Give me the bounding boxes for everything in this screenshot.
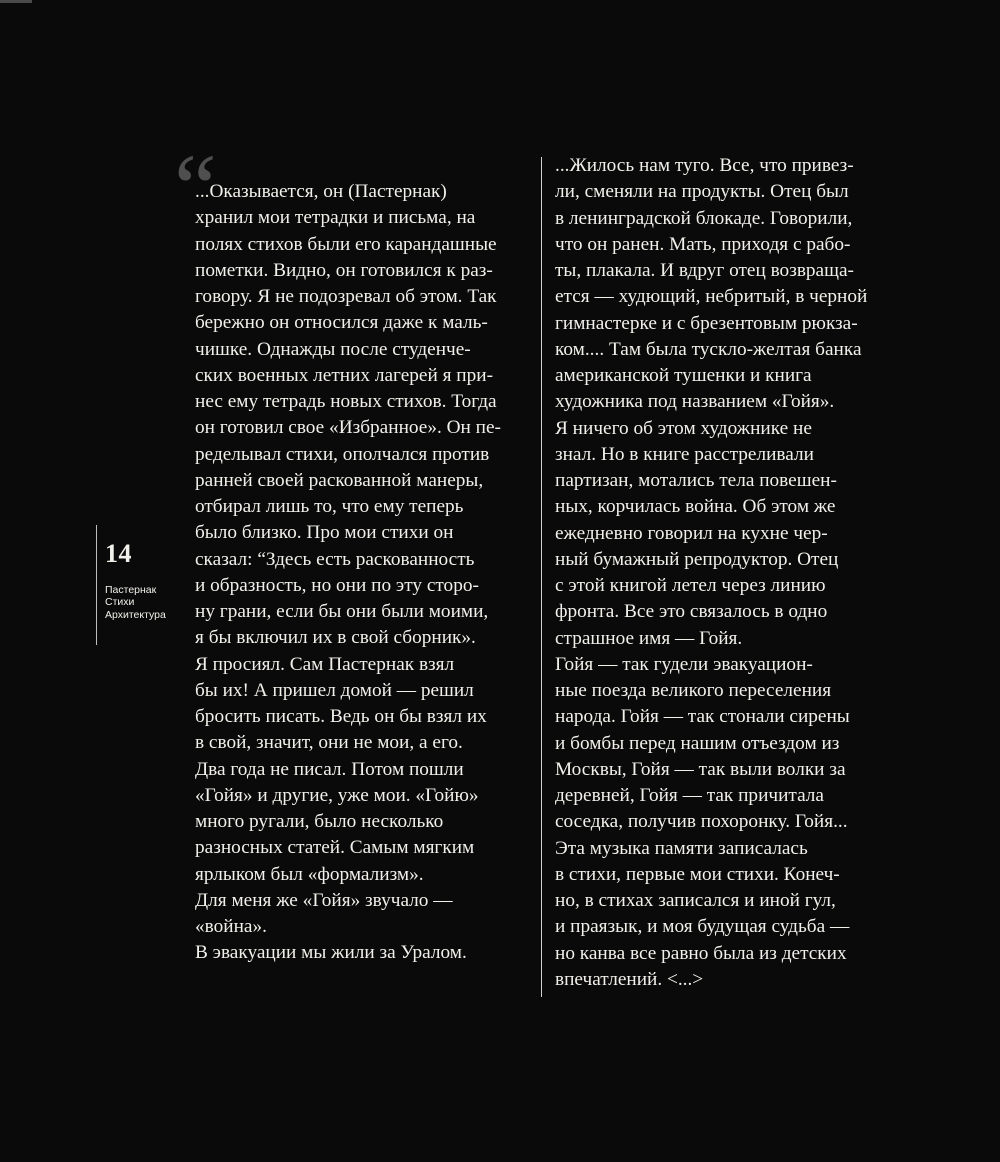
text-line: партизан, мотались тела повешен- [555, 470, 837, 491]
running-head [105, 584, 166, 621]
text-line: народа. Гойя — так стонали сирены [555, 706, 850, 728]
text-line: но, в стихах записался и иной гул, [555, 890, 836, 911]
text-line: ранней своей раскованной манеры, [195, 469, 484, 491]
text-line: ярлыком был «формализм». [195, 863, 424, 885]
text-line: я бы включил их в свой сборник». [195, 627, 476, 649]
text-line: ежедневно говорил на кухне чер- [555, 522, 828, 544]
text-line: бы их! А пришел домой — решил [195, 679, 474, 701]
text-line: ределывал стихи, ополчался против [195, 443, 490, 465]
text-line: говору. Я не подозревал об этом. Так [195, 286, 497, 307]
quote-mark-icon: “ [174, 134, 217, 241]
text-line: ...Жилось нам туго. Все, что привез- [555, 155, 854, 176]
text-line: хранил мои тетрадки и письма, на [195, 207, 476, 229]
text-line: ные поезда великого переселения [555, 680, 832, 701]
text-line: в стихи, первые мои стихи. Конеч- [555, 863, 840, 885]
text-line: в ленинградской блокаде. Говорили, [555, 207, 853, 229]
text-line: ских военных летних лагерей я при- [195, 364, 493, 386]
text-line: американской тушенки и книга [555, 365, 812, 386]
text-line: «война». [195, 916, 267, 937]
running-head-line: Пастернак [105, 584, 157, 596]
text-line: Москвы, Гойя — так выли волки за [555, 758, 846, 780]
text-line: нес ему тетрадь новых стихов. Тогда [195, 391, 497, 412]
text-line: Я просиял. Сам Пастернак взял [195, 653, 455, 675]
text-line: деревней, Гойя — так причитала [555, 785, 824, 806]
text-line: много ругали, было несколько [195, 811, 444, 832]
text-line: и праязык, и моя будущая судьба — [555, 916, 850, 938]
right-column [555, 153, 867, 993]
running-head-line: Архитектура [105, 608, 166, 621]
text-line: он готовил свое «Избранное». Он пе- [195, 417, 501, 439]
text-line: разносных статей. Самым мягким [195, 837, 475, 859]
text-line: художника под названием «Гойя». [555, 391, 835, 413]
text-line: пометки. Видно, он готовился к раз- [195, 259, 493, 281]
text-line: ный бумажный репродуктор. Отец [555, 548, 839, 570]
running-head-line: Стихи [105, 596, 135, 609]
text-line: полях стихов были его карандашные [195, 233, 497, 255]
text-line: соседка, получив похоронку. Гойя... [555, 811, 848, 833]
text-line: впечатлений. <...> [555, 968, 704, 990]
column-rule [541, 157, 542, 997]
text-line: но канва все равно была из детских [555, 942, 847, 964]
margin-rule [96, 525, 97, 645]
text-line: ком.... Там была тускло-желтая банка [555, 338, 862, 360]
text-line: бросить писать. Ведь он бы взял их [195, 706, 487, 727]
text-line: сказал: “Здесь есть раскованность [195, 548, 475, 570]
text-line: Для меня же «Гойя» звучало — [195, 889, 453, 911]
page-number: 14 [105, 539, 132, 568]
text-line: В эвакуации мы жили за Уралом. [195, 942, 467, 964]
text-line: ...Оказывается, он (Пастернак) [195, 181, 447, 202]
text-line: ных, корчилась война. Об этом же [555, 496, 836, 518]
text-line: ли, сменяли на продукты. Отец был [555, 181, 849, 203]
text-line: Я ничего об этом художнике не [555, 417, 812, 439]
text-line: ну грани, если бы они были моими, [195, 601, 489, 622]
text-line: Эта музыка памяти записалась [555, 837, 808, 859]
text-line: с этой книгой летел через линию [555, 575, 826, 596]
text-line: было близко. Про мои стихи он [195, 522, 454, 544]
corner-mark [0, 0, 32, 3]
text-line: ется — худющий, небритый, в черной [555, 286, 868, 308]
text-line: что он ранен. Мать, приходя с рабо- [555, 233, 851, 255]
text-line: и образность, но они по эту сторо- [195, 574, 479, 596]
left-column [195, 179, 501, 967]
text-line: Два года не писал. Потом пошли [195, 758, 464, 780]
text-line: и бомбы перед нашим отъездом из [555, 732, 840, 754]
text-line: страшное имя — Гойя. [555, 627, 743, 649]
text-line: чишке. Однажды после студенче- [195, 338, 471, 360]
text-line: бережно он относился даже к маль- [195, 312, 488, 334]
text-line: «Гойя» и другие, уже мои. «Гойю» [195, 784, 479, 806]
text-line: отбирал лишь то, что ему теперь [195, 496, 464, 517]
text-line: ты, плакала. И вдруг отец возвраща- [555, 260, 854, 281]
text-line: фронта. Все это связалось в одно [555, 601, 828, 623]
text-line: гимнастерке и с брезентовым рюкза- [555, 312, 858, 334]
text-line: Гойя — так гудели эвакуацион- [555, 653, 813, 675]
text-line: знал. Но в книге расстреливали [555, 443, 814, 465]
text-line: в свой, значит, они не мои, а его. [195, 732, 463, 754]
